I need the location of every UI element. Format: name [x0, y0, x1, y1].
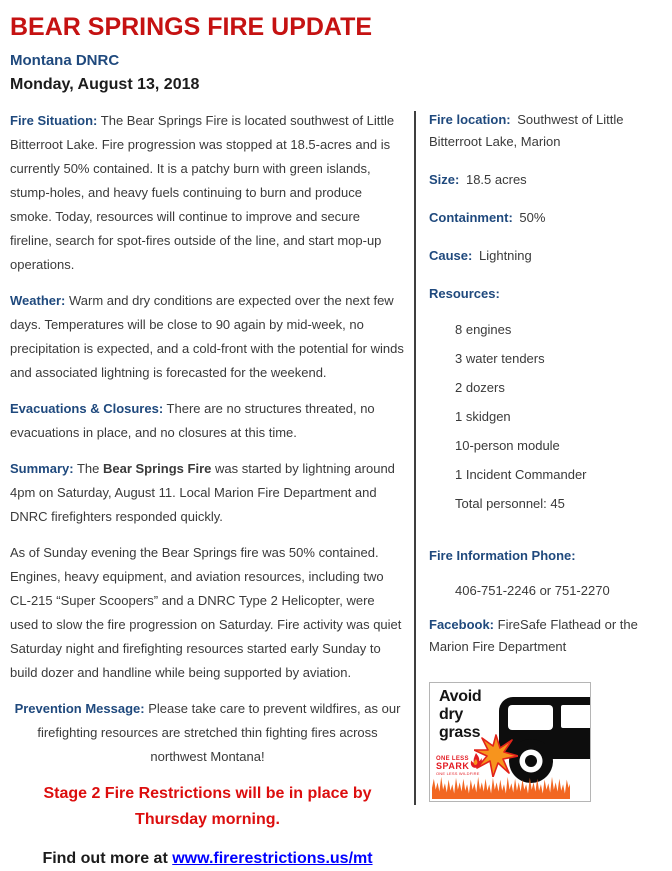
size-row: [429, 169, 662, 191]
page-title: BEAR SPRINGS FIRE UPDATE: [10, 13, 373, 41]
facts-sidebar: [416, 109, 662, 871]
facebook-row: [429, 614, 662, 658]
summary-paragraph: [10, 457, 405, 529]
logo-line-main: SPARK: [436, 761, 470, 772]
cause-label: Cause:: [429, 248, 473, 263]
two-column-layout: [10, 109, 662, 871]
summary-text-pre: The: [76, 461, 103, 476]
resource-item: 3 water tenders: [455, 351, 545, 366]
weather-text: Warm and dry conditions are expected over the next few days. Temperatures will be close to 90 again by mid-week, no precipitation is expected, and a cold-front with the potential for winds and associated lightning is forecasted for the weekend.: [10, 293, 404, 380]
resource-item: 10-person module: [455, 438, 560, 453]
facebook-label: Facebook:: [429, 617, 495, 632]
fire-situation-text: The Bear Springs Fire is located southwest of Little Bitterroot Lake. Fire progression was stopped at 18.5-acres and is currently 50% contained. It is a patchy burn with green islands, stump-holes, and heavy fuels continuing to burn and produce smoke. Today, resources will continue to improve and secure fireline, search for spot-fires outside of the line, and start mop-up operations.: [10, 113, 395, 272]
find-out-more-prefix: Find out more at: [42, 850, 168, 867]
summary-text-post: was started by lightning around 4pm on Saturday, August 11. Local Marion Fire Department and DNRC firefighters responded quickly.: [10, 461, 395, 524]
phone-number: 406-751-2246 or 751-2270: [455, 583, 610, 598]
evacuations-text: There are no structures threated, no evacuations in place, and no closures at this time.: [10, 401, 375, 440]
fire-location-label: Fire location:: [429, 112, 511, 127]
evacuations-label: Evacuations & Closures:: [10, 401, 164, 416]
resource-item: 8 engines: [455, 322, 512, 337]
summary-fire-name: Bear Springs Fire: [102, 461, 212, 476]
phone-heading: Fire Information Phone:: [429, 548, 576, 563]
fire-location-value: Southwest of Little Bitterroot Lake, Marion: [429, 112, 624, 149]
stage2-restrictions-notice: Stage 2 Fire Restrictions will be in place by Thursday morning.: [43, 785, 372, 828]
size-value: 18.5 acres: [465, 172, 527, 187]
organization-name: Montana DNRC: [10, 52, 120, 69]
caption-line: grass: [439, 724, 481, 741]
containment-row: [429, 207, 662, 229]
containment-value: 50%: [519, 210, 546, 225]
graphic-caption: [439, 688, 481, 742]
weather-label: Weather:: [10, 293, 66, 308]
one-less-spark-logo: [436, 756, 480, 776]
cause-row: [429, 245, 662, 267]
resource-item: 1 Incident Commander: [455, 467, 587, 482]
caption-line: Avoid: [439, 688, 482, 705]
resources-list: [429, 319, 662, 515]
avoid-dry-grass-graphic: [429, 682, 591, 802]
resource-item: 1 skidgen: [455, 409, 511, 424]
fire-location-row: [429, 109, 662, 153]
date-line: Monday, August 13, 2018: [10, 76, 200, 93]
size-label: Size:: [429, 172, 460, 187]
progress-paragraph: As of Sunday evening the Bear Springs fire was 50% contained. Engines, heavy equipment, and aviation resources, including two CL-215 “Super Scoopers” and a DNRC Type 2 Helicopter, were used to slow the fire progression on Saturday. Fire activity was quiet Saturday night and firefighting resources started early Sunday to build dozer and handline while being supported by aviation.: [10, 545, 402, 680]
evacuations-paragraph: [10, 397, 405, 445]
logo-line-sub: ONE LESS WILDFIRE: [436, 770, 480, 776]
prevention-text: Please take care to prevent wildfires, as our firefighting resources are stretched thin fighting fires across northwest Montana!: [37, 701, 401, 764]
prevention-label: Prevention Message:: [14, 701, 145, 716]
resource-item: Total personnel: 45: [455, 496, 565, 511]
fire-situation-paragraph: [10, 109, 405, 277]
caption-line: dry: [439, 706, 463, 723]
cause-value: Lightning: [478, 248, 532, 263]
weather-paragraph: [10, 289, 405, 385]
facebook-value: FireSafe Flathead or the Marion Fire Department: [429, 617, 638, 654]
containment-label: Containment:: [429, 210, 513, 225]
resource-item: 2 dozers: [455, 380, 505, 395]
grass-flames-icon: [432, 775, 570, 799]
flame-icon: [470, 753, 482, 769]
main-column: [10, 109, 414, 871]
fire-situation-label: Fire Situation:: [10, 113, 98, 128]
logo-line-top: ONE LESS: [436, 756, 469, 763]
find-out-more-line: [10, 847, 405, 871]
summary-label: Summary:: [10, 461, 74, 476]
fire-restrictions-link[interactable]: www.firerestrictions.us/mt: [172, 850, 373, 867]
resources-heading: Resources:: [429, 286, 500, 301]
prevention-paragraph: [10, 697, 405, 769]
